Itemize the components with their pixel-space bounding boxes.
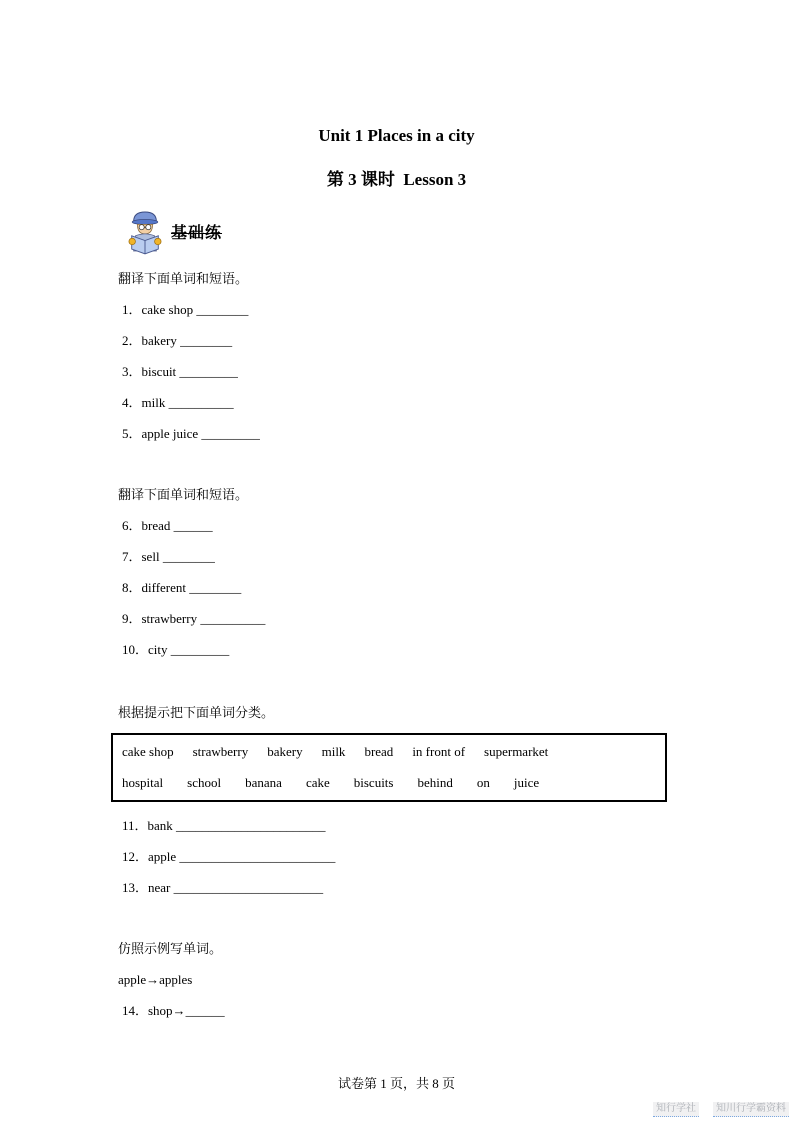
section-instruction: 翻译下面单词和短语。 [118,487,249,502]
word-bank-word: behind [417,775,453,790]
watermark-right: 知川行学霸资料 [713,1102,789,1117]
item-label: 14．shop→ [122,1003,186,1018]
answer-blank: ______ [185,1003,225,1018]
answer-blank: _______________________ [176,818,326,833]
word-bank-word: cake [305,775,330,790]
word-bank-word: cake shop [122,744,174,759]
exercise-item [118,550,685,564]
exercise-header-label: 基础练 [171,224,223,242]
example-line: apple→apples [118,972,193,987]
answer-blank: _________ [179,364,238,379]
word-bank-word: hospital [122,775,164,790]
word-bank-word: milk [321,744,346,759]
watermark-left: 知行学社 [653,1102,699,1117]
answer-blank: ________ [180,333,233,348]
section-instruction: 根据提示把下面单词分类。 [118,705,275,720]
exercise-item [118,850,685,864]
word-bank-word: biscuits [353,775,394,790]
word-bank-word: juice [513,775,540,790]
word-bank-word: on [476,775,490,790]
item-label: 9．strawberry [122,611,198,626]
exercise-item [118,396,685,410]
exercise-item [118,643,685,657]
item-label: 13．near [122,880,171,895]
word-bank-word: bread [364,744,394,759]
exercise-header [126,206,685,256]
exercise-item [118,819,685,833]
exercise-item [118,303,685,317]
reading-boy-icon [126,208,164,255]
exercise-item [118,1004,685,1018]
watermark [653,1102,789,1117]
answer-blank: __________ [168,395,234,410]
exercise-item [118,334,685,348]
page-subtitle: 第 3 课时 Lesson 3 [326,170,467,189]
exercise-item [118,881,685,895]
page-footer: 试卷第 1 页，共 8 页 [337,1076,455,1091]
section-word-forms [118,942,685,1018]
word-bank-word: in front of [412,744,466,759]
answer-blank: _______________________ [173,880,324,895]
word-bank-word: strawberry [192,744,249,759]
item-label: 3．biscuit [122,364,177,379]
section-translate-2 [118,488,685,657]
item-label: 4．milk [122,395,166,410]
item-label: 2．bakery [122,333,177,348]
page-body [0,206,793,1018]
word-bank-word: supermarket [484,744,549,759]
answer-blank: ________ [189,580,242,595]
exercise-item [118,612,685,626]
item-label: 5．apple juice [122,426,199,441]
answer-blank: ______ [173,518,213,533]
exercise-item [118,519,685,533]
answer-blank: ________________________ [179,849,336,864]
section-instruction: 仿照示例写单词。 [118,941,223,956]
item-label: 11．bank [122,818,173,833]
item-label: 10．city [122,642,168,657]
item-label: 1．cake shop [122,302,194,317]
word-bank-row [122,745,656,759]
section-classify [118,706,685,895]
page-title: Unit 1 Places in a city [318,126,475,145]
answer-blank: __________ [200,611,266,626]
word-bank-box [111,733,667,802]
answer-blank: ________ [196,302,249,317]
section-instruction: 翻译下面单词和短语。 [118,271,249,286]
answer-blank: _________ [201,426,260,441]
exercise-item [118,581,685,595]
word-bank-word: banana [245,775,282,790]
item-label: 6．bread [122,518,171,533]
answer-blank: ________ [162,549,215,564]
section-translate-1 [118,272,685,441]
item-label: 8．different [122,580,187,595]
exercise-item [118,365,685,379]
item-label: 12．apple [122,849,177,864]
word-bank-row [122,776,656,790]
word-bank-word: bakery [267,744,303,759]
word-bank-word: school [187,775,222,790]
answer-blank: _________ [170,642,230,657]
item-label: 7．sell [122,549,160,564]
exercise-item [118,427,685,441]
